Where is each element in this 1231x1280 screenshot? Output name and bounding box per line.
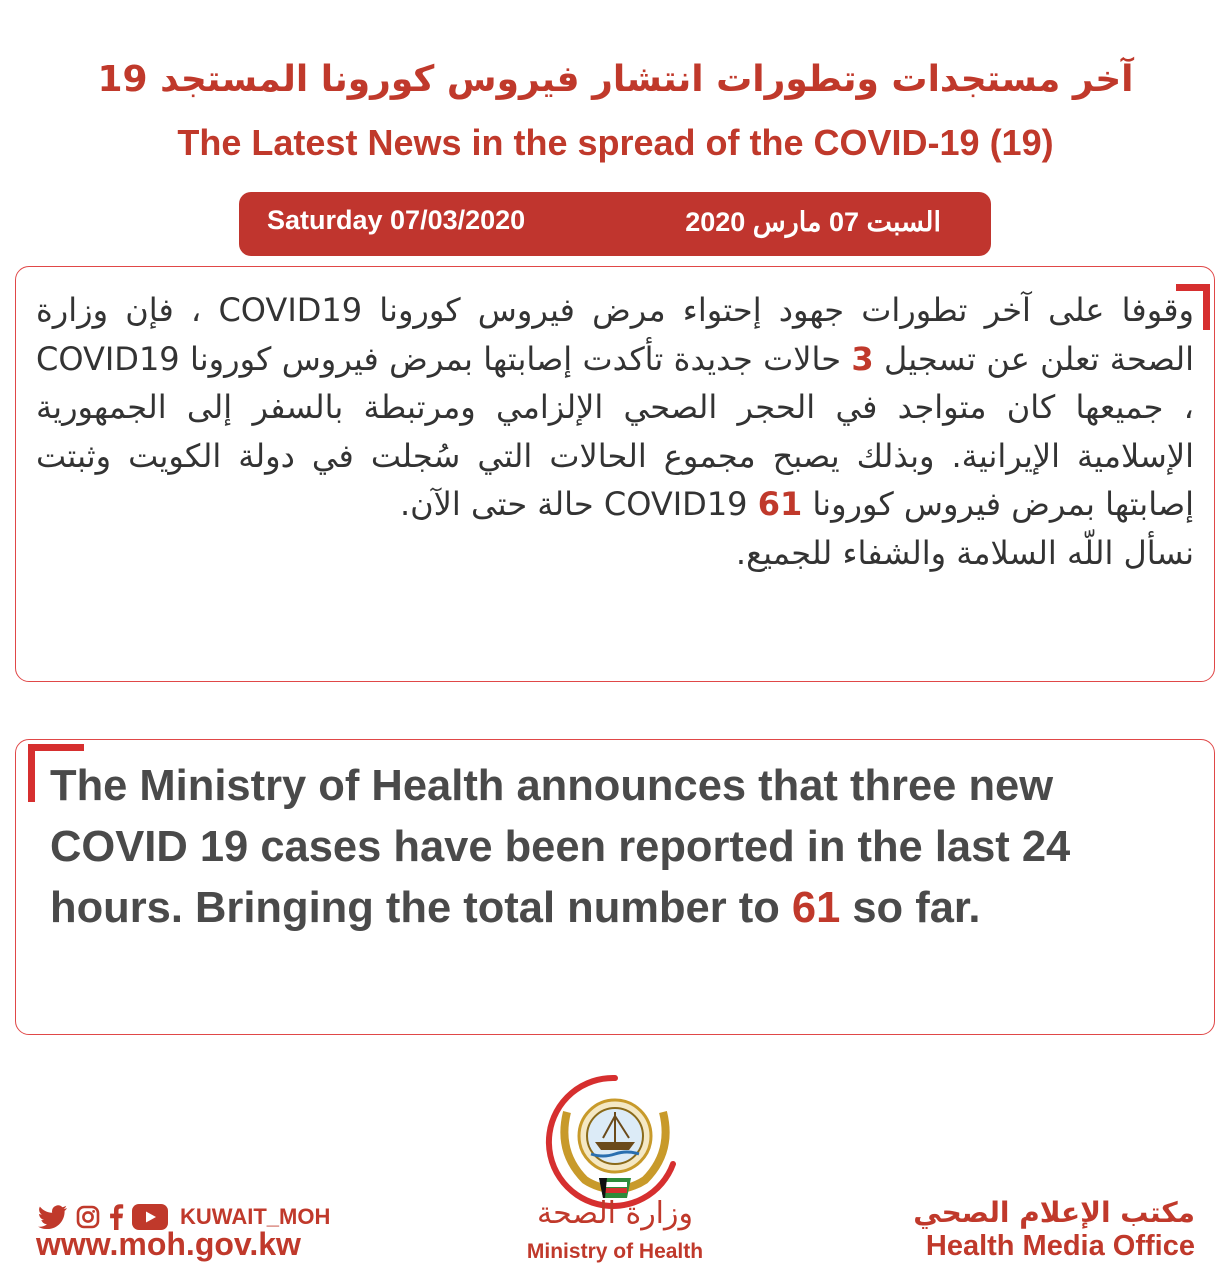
ministry-name-arabic: وزارة الصحة [537, 1196, 693, 1231]
english-text-part: The Ministry of Health announces that three new COVID 19 cases have been reported in the last 24 hours. Bringing the total number to [50, 762, 1071, 932]
media-office-arabic: مكتب الإعلام الصحي [913, 1196, 1195, 1229]
arabic-text-part: حالة حتى الآن. [400, 485, 604, 523]
ministry-name-english: Ministry of Health [526, 1240, 704, 1263]
media-office-english: Health Media Office [925, 1230, 1195, 1262]
page-title-english: The Latest News in the spread of the COVID-19 (19) [177, 122, 1054, 163]
website-link[interactable]: www.moh.gov.kw [36, 1226, 301, 1262]
date-banner [239, 192, 991, 256]
arabic-announcement-text [36, 286, 1194, 577]
total-cases-count-english: 61 [791, 884, 841, 932]
social-handle[interactable]: KUWAIT_MOH [180, 1204, 331, 1229]
date-english: Saturday 07/03/2020 [267, 205, 526, 235]
date-arabic: السبت 07 مارس 2020 [685, 207, 941, 237]
arabic-closing-line: نسأل اللّه السلامة والشفاء للجميع. [735, 533, 1194, 572]
page-title-arabic: آخر مستجدات وتطورات انتشار فيروس كورونا المستجد 19 [97, 59, 1134, 100]
total-cases-count: 61 [757, 485, 803, 523]
new-cases-count: 3 [851, 339, 874, 378]
arabic-text-part: حالات جديدة تأكدت إصابتها بمرض فيروس كورونا COVID19 ، جميعها كان متواجد في الحجر الصحي الإلزامي ومرتبطة بالسفر إلى الجمهورية الإسلامية الإيرانية. وبذلك يصبح مجموع الحالات التي سُجلت في دولة الكويت وثبتت إصابتها بمرض فيروس كورونا COVID19 [36, 339, 1194, 523]
arabic-text-part: وقوفا على آخر تطورات جهود إحتواء مرض فيروس كورونا COVID19 ، فإن وزارة الصحة تعلن عن تسجيل [36, 291, 1195, 378]
english-announcement-text [50, 756, 1196, 939]
english-text-part: so far. [840, 884, 981, 932]
